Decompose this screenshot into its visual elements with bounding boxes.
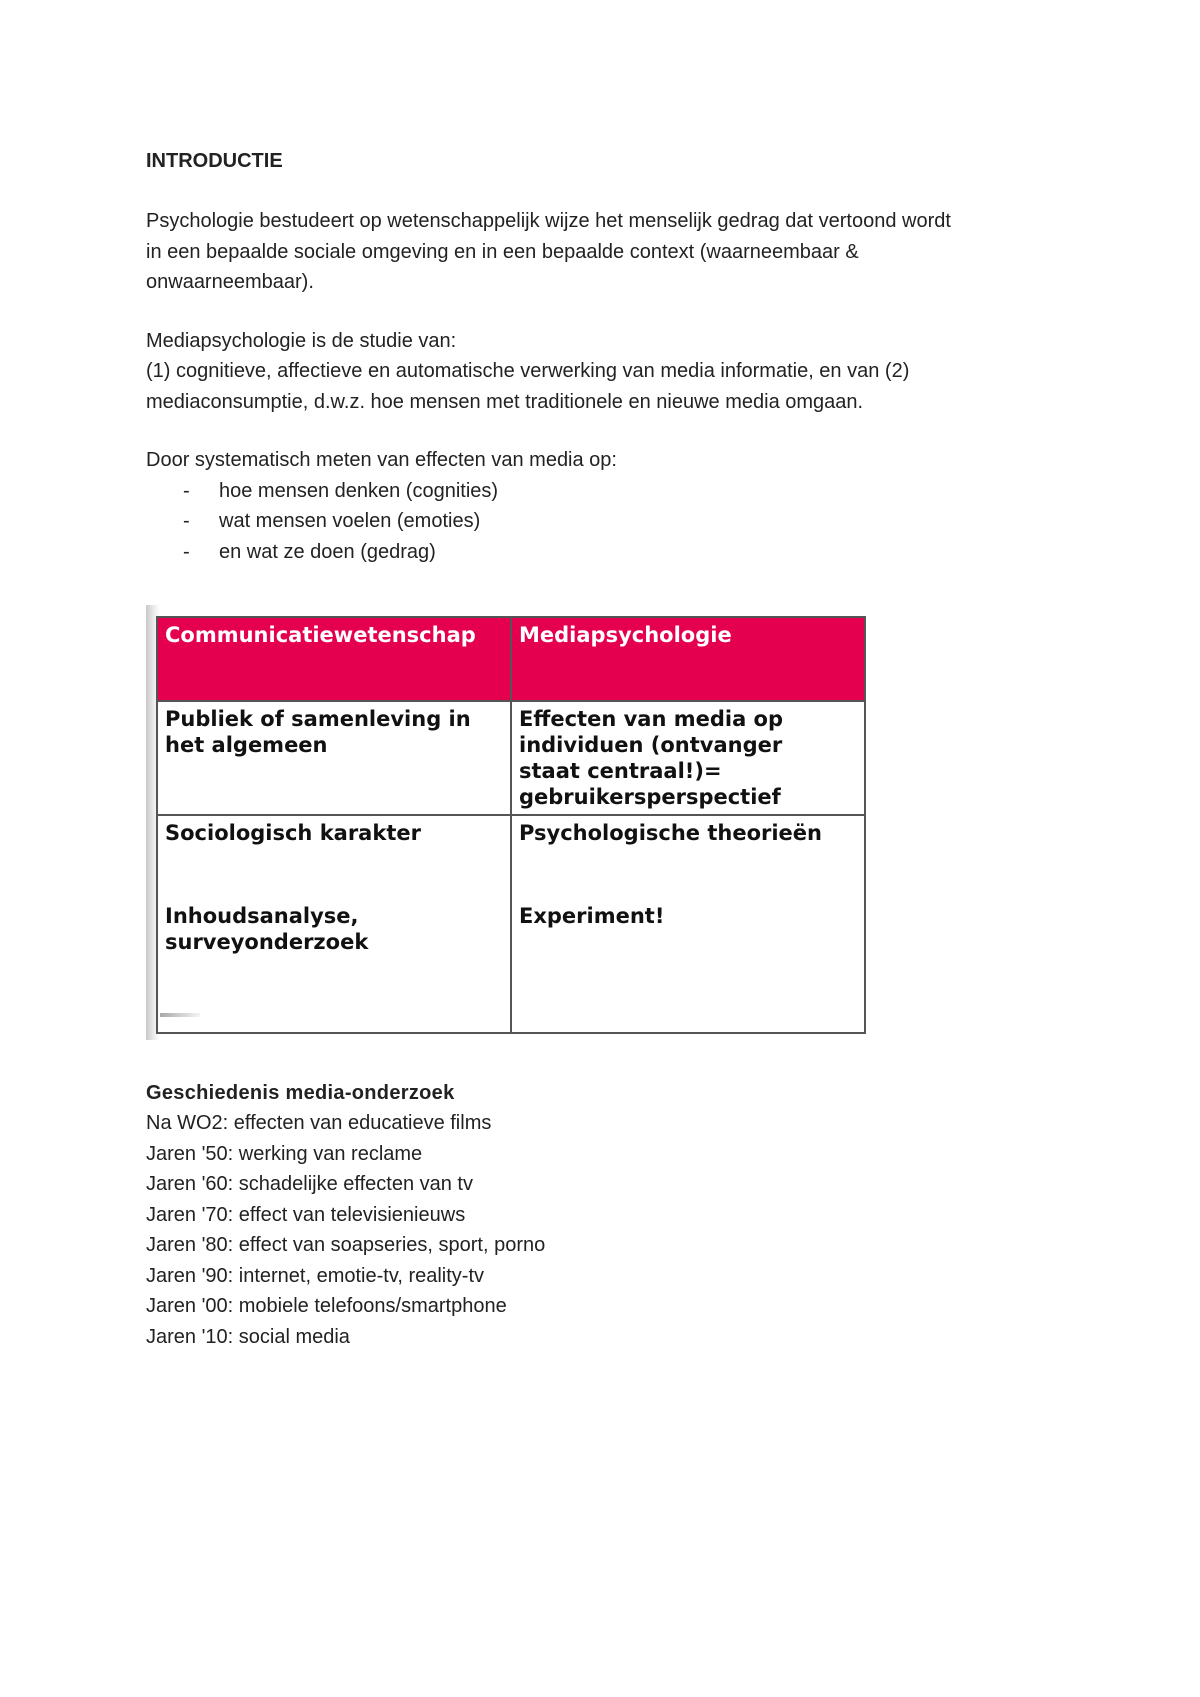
intro-paragraph-2 bbox=[146, 326, 1066, 418]
table-row bbox=[157, 701, 865, 815]
list-item: Jaren '50: werking van reclame bbox=[146, 1142, 423, 1165]
history-heading: Geschiedenis media-onderzoek bbox=[146, 1082, 455, 1104]
table-cell: Publiek of samenleving in het algemeen bbox=[157, 701, 511, 815]
list-item: Jaren '10: social media bbox=[146, 1325, 350, 1348]
text-line: in een bepaalde sociale omgeving en in een bepaalde context (waarneembaar & bbox=[146, 240, 859, 263]
history-list bbox=[146, 1108, 1066, 1352]
text-line: mediaconsumptie, d.w.z. hoe mensen met traditionele en nieuwe media omgaan. bbox=[146, 390, 864, 413]
comparison-table-image bbox=[146, 605, 866, 1040]
list-item: - en wat ze doen (gedrag) bbox=[146, 537, 1066, 568]
list-item: - wat mensen voelen (emoties) bbox=[146, 506, 1066, 537]
table-cell: Effecten van media op individuen (ontvanger staat centraal!)= gebruikersperspectief bbox=[511, 701, 865, 815]
intro-paragraph-1 bbox=[146, 206, 1066, 298]
text-line: Mediapsychologie is de studie van: bbox=[146, 329, 457, 352]
table-cell: Sociologisch karakter Inhoudsanalyse, surveyonderzoek bbox=[157, 815, 511, 1033]
text-line: onwaarneembaar). bbox=[146, 271, 314, 293]
effects-list bbox=[146, 476, 1066, 568]
dash-marker: - bbox=[183, 479, 190, 502]
table-row bbox=[157, 815, 865, 1033]
list-item: Na WO2: effecten van educatieve films bbox=[146, 1112, 492, 1134]
comparison-table bbox=[156, 616, 866, 1034]
table-cell: Psychologische theorieën Experiment! bbox=[511, 815, 865, 1033]
list-item: Jaren '70: effect van televisienieuws bbox=[146, 1203, 466, 1226]
dash-marker: - bbox=[183, 540, 190, 563]
intro-paragraph-3: Door systematisch meten van effecten van media op: bbox=[146, 449, 617, 471]
header-mediapsychologie: Mediapsychologie bbox=[511, 617, 865, 701]
intro-heading: INTRODUCTIE bbox=[146, 150, 283, 172]
history-section bbox=[146, 1078, 1066, 1352]
list-item: Jaren '80: effect van soapseries, sport, porno bbox=[146, 1234, 546, 1256]
table-header-row bbox=[157, 617, 865, 701]
list-item: Jaren '60: schadelijke effecten van tv bbox=[146, 1173, 473, 1195]
text-line: Psychologie bestudeert op wetenschappelijk wijze het menselijk gedrag dat vertoond wordt bbox=[146, 210, 951, 232]
list-item: Jaren '90: internet, emotie-tv, reality-tv bbox=[146, 1264, 485, 1287]
dash-marker: - bbox=[183, 510, 190, 532]
intro-section bbox=[146, 146, 1066, 567]
list-item: Jaren '00: mobiele telefoons/smartphone bbox=[146, 1295, 507, 1317]
text-line: (1) cognitieve, affectieve en automatische verwerking van media informatie, en van (2) bbox=[146, 360, 910, 382]
list-item: - hoe mensen denken (cognities) bbox=[146, 476, 1066, 507]
header-communicatiewetenschap: Communicatiewetenschap bbox=[157, 617, 511, 701]
